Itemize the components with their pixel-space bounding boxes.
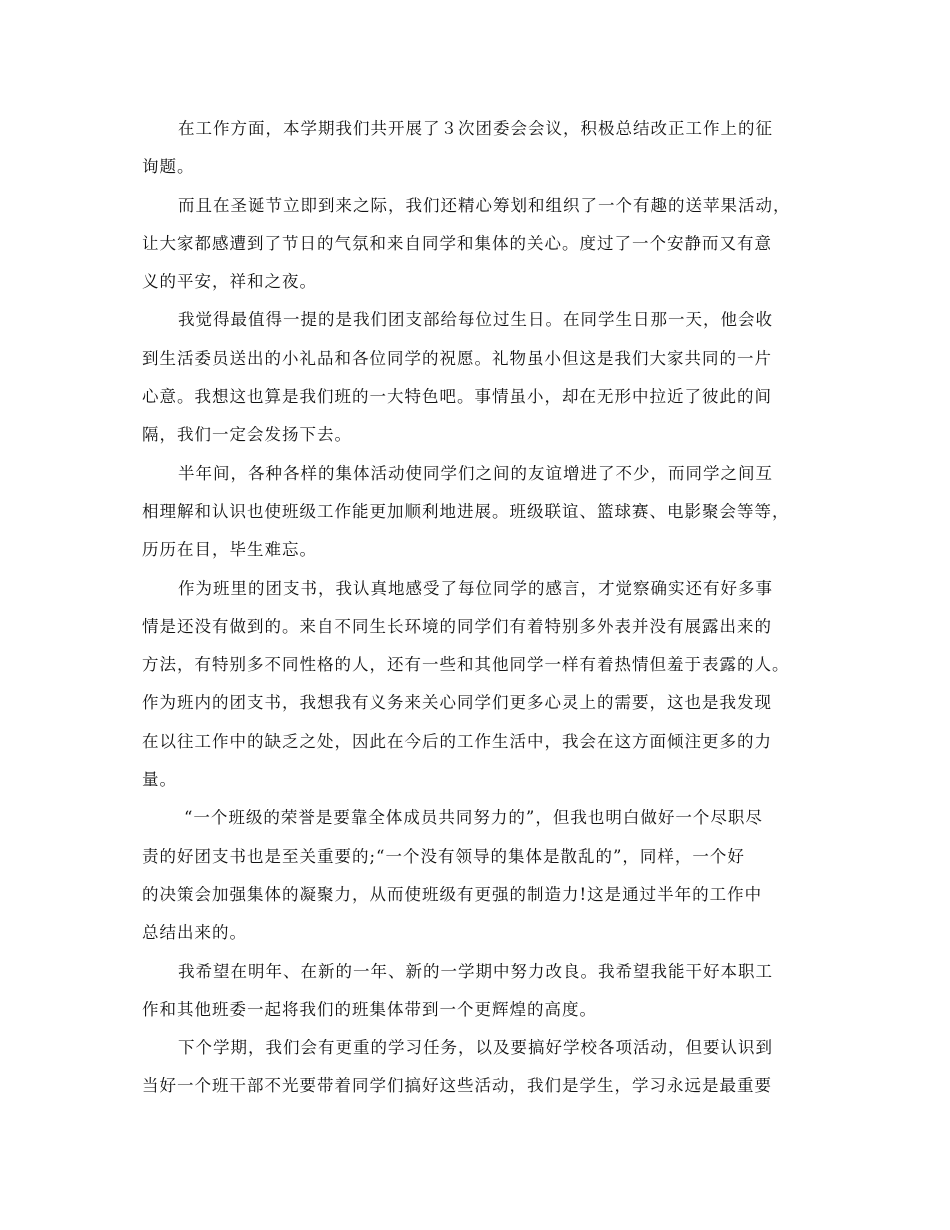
line-14: 情是还没有做到的。来自不同生长环境的同学们有着特别多外表并没有展露出来的 [142,616,772,636]
line-23: 我希望在明年、在新的一年、新的一学期中努力改良。我希望我能干好本职工 [178,961,773,981]
line-13: 作为班里的团支书，我认真地感受了每位同学的感言，才觉察确实还有好多事 [178,578,773,598]
line-25: 下个学期，我们会有更重的学习任务，以及要搞好学校各项活动，但要认识到 [178,1038,773,1058]
line-22: 总结出来的。 [142,923,247,943]
line-3: 而且在圣诞节立即到来之际，我们还精心筹划和组织了一个有趣的送苹果活动， [178,195,791,215]
line-17: 在以往工作中的缺乏之处，因此在今后的工作生活中，我会在这方面倾注更多的力 [142,731,772,751]
line-19: “一个班级的荣誉是要靠全体成员共同努力的”，但我也明白做好一个尽职尽 [184,808,763,828]
line-4: 让大家都感遭到了节日的气氛和来自同学和集体的关心。度过了一个安静而又有意 [142,233,772,253]
line-8: 心意。我想这也算是我们班的一大特色吧。事情虽小，却在无形中拉近了彼此的间 [142,387,772,407]
line-26: 当好一个班干部不光要带着同学们搞好这些活动，我们是学生，学习永远是最重要 [142,1076,772,1096]
line-10: 半年间，各种各样的集体活动使同学们之间的友谊增进了不少，而同学之间互 [178,463,773,483]
line-18: 量。 [142,770,177,790]
line-9: 隔，我们一定会发扬下去。 [142,425,352,445]
line-12: 历历在目，毕生难忘。 [142,540,317,560]
line-6: 我觉得最值得一提的是我们团支部给每位过生日。在同学生日那一天，他会收 [178,310,773,330]
line-11: 相理解和认识也使班级工作能更加顺利地进展。班级联谊、篮球赛、电影聚会等等， [142,501,790,521]
line-21: 的决策会加强集体的凝聚力，从而使班级有更强的制造力!这是通过半年的工作中 [142,884,763,904]
line-20: 责的好团支书也是至关重要的;“一个没有领导的集体是散乱的”，同样，一个好 [142,846,745,866]
line-7: 到生活委员送出的小礼品和各位同学的祝愿。礼物虽小但这是我们大家共同的一片 [142,348,772,368]
line-1: 在工作方面，本学期我们共开展了３次团委会会议，积极总结改正工作上的征 [178,119,773,138]
line-16: 作为班内的团支书，我想我有义务来关心同学们更多心灵上的需要，这也是我发现 [142,693,772,713]
line-24: 作和其他班委一起将我们的班集体带到一个更辉煌的高度。 [142,999,597,1019]
line-2: 询题。 [142,157,195,177]
line-15: 方法，有特别多不同性格的人，还有一些和其他同学一样有着热情但羞于表露的人。 [142,655,790,675]
line-5: 义的平安，祥和之夜。 [142,272,317,292]
